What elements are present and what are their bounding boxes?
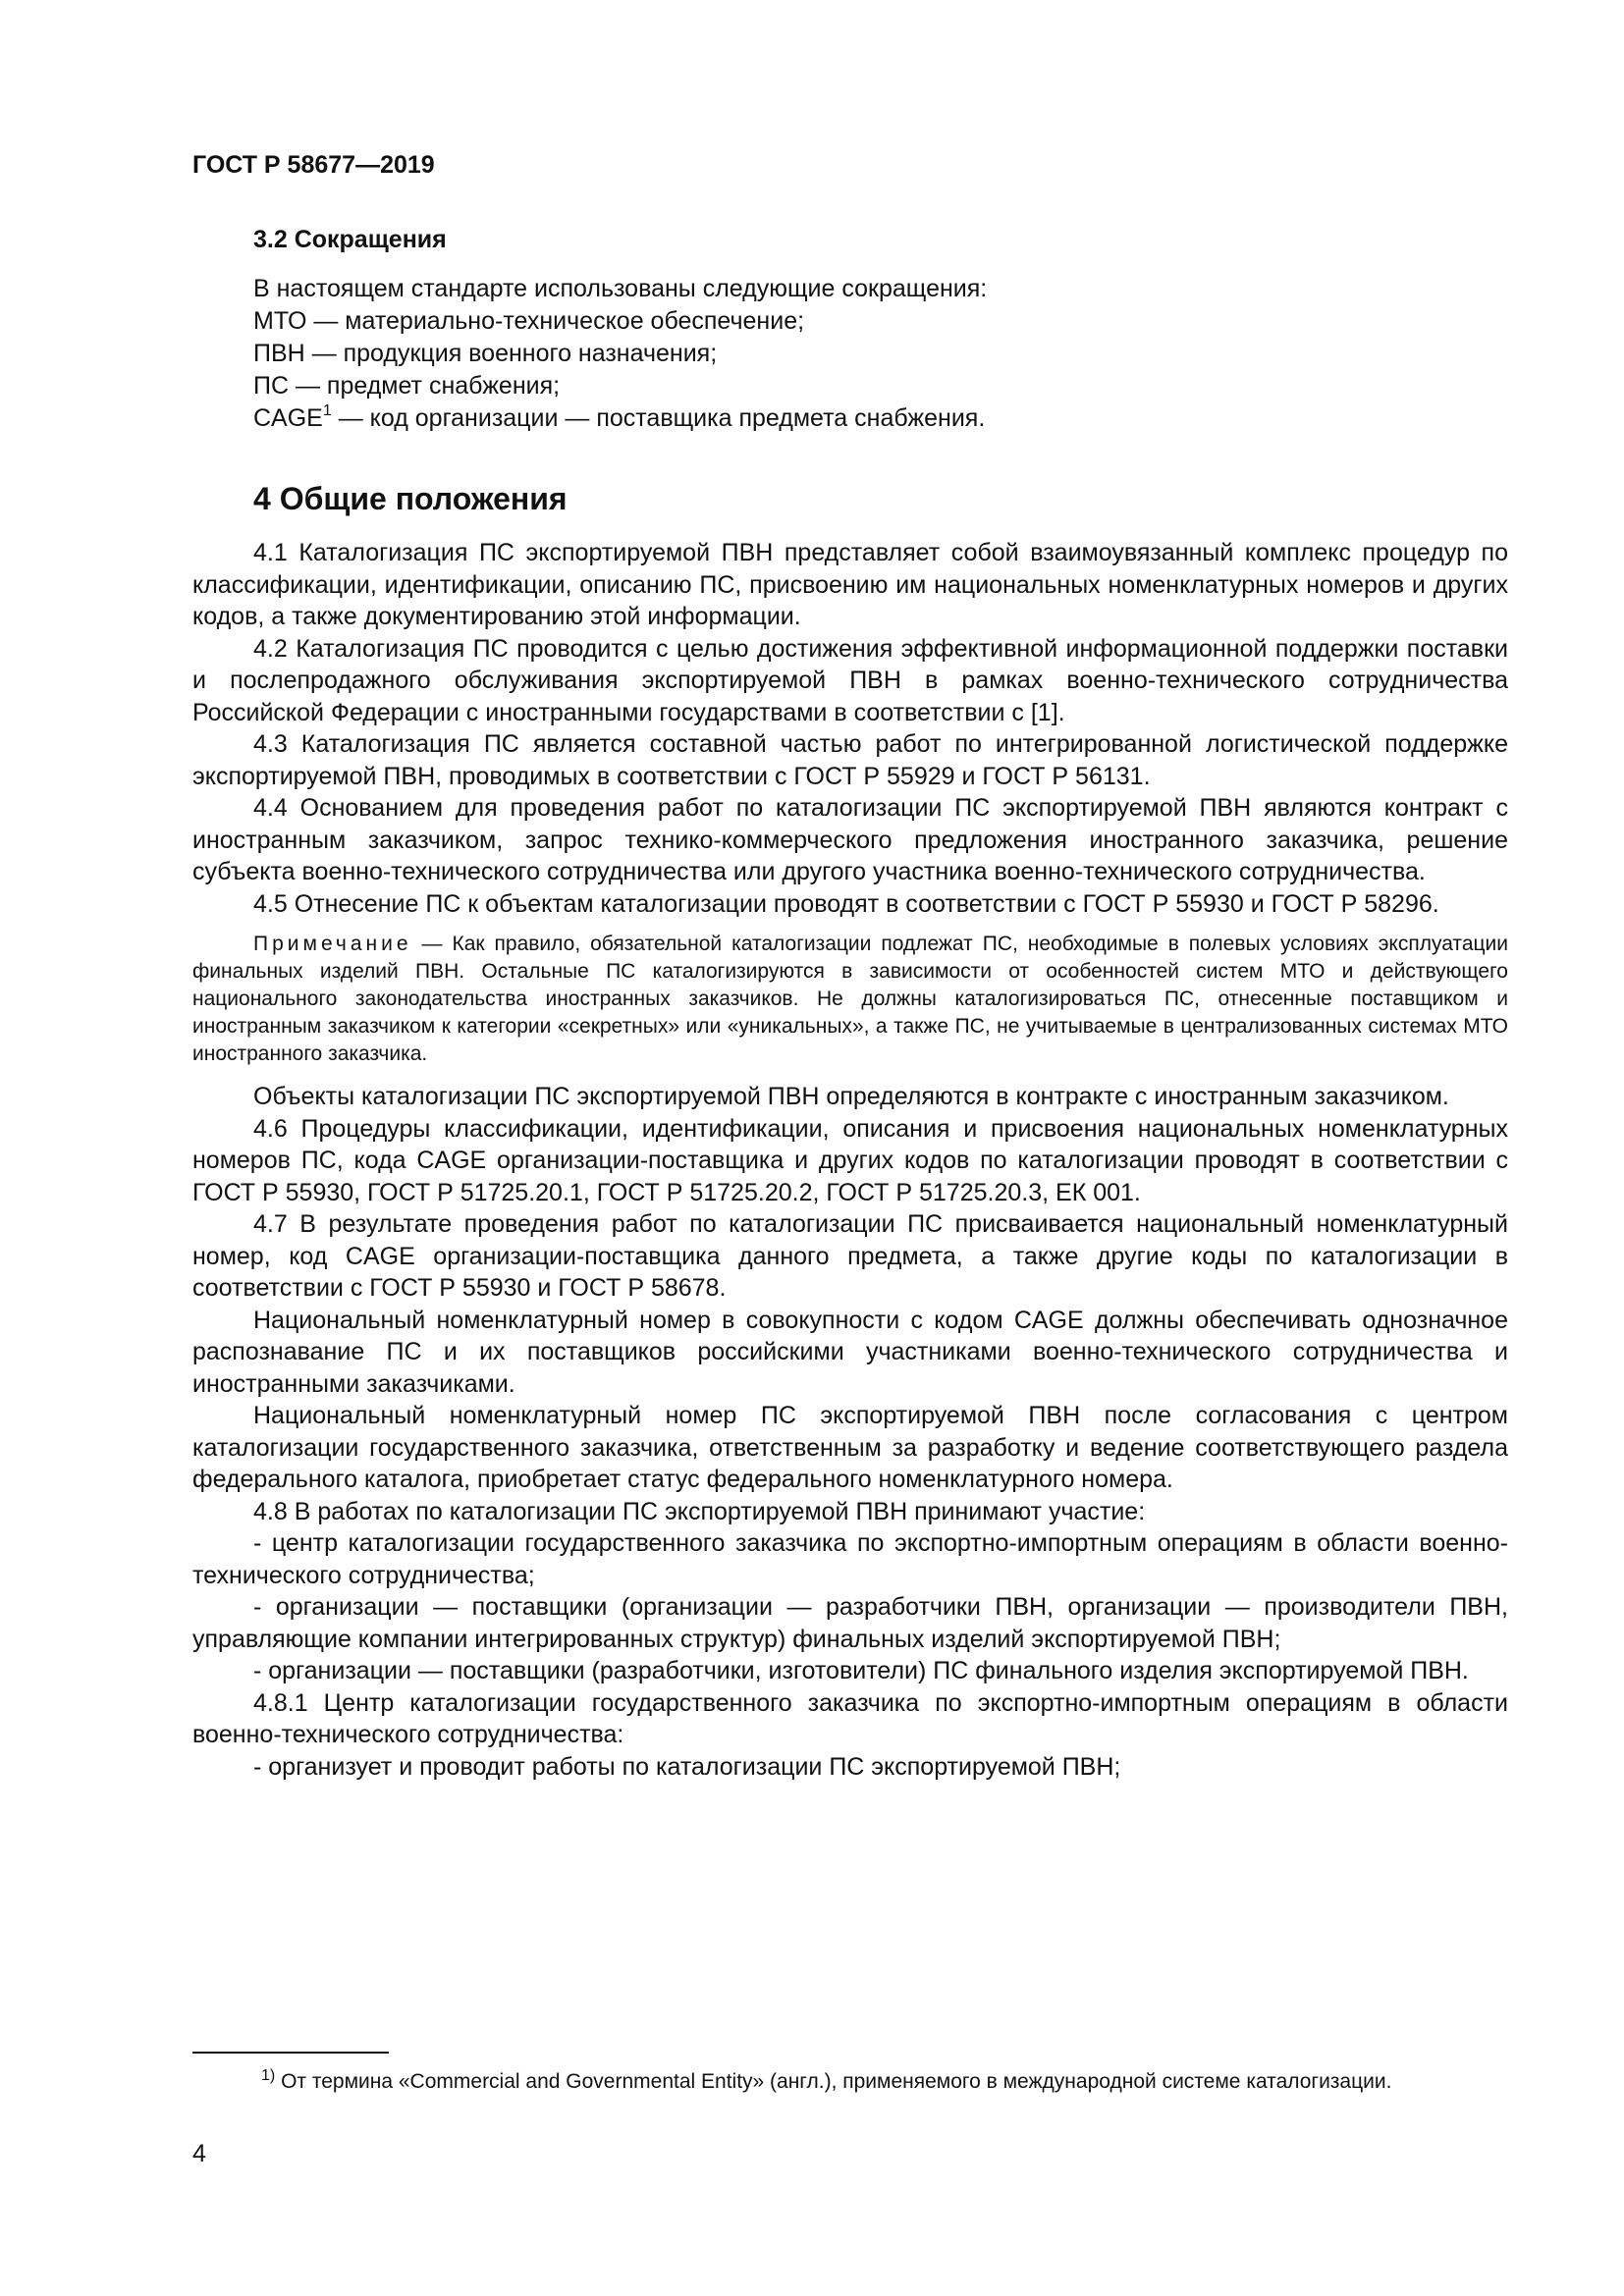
paragraph-4-6: 4.6 Процедуры классификации, идентификации, описания и присвоения национальных номенклатурных номеров ПС, кода CAGE организации-поставщика и других кодов по каталогизации проводят в соответствии с ГОСТ Р 55930, ГОСТ Р 51725.20.1, ГОСТ Р 51725.20.2, ГОСТ Р 51725.20.3, ЕК 001.: [192, 1114, 1508, 1206]
abbreviation-item: ПС — предмет снабжения;: [253, 372, 561, 400]
list-item: - центр каталогизации государственного заказчика по экспортно-импортным операциям в области военно-технического сотрудничества;: [192, 1529, 1508, 1589]
footnote-reference[interactable]: 1: [322, 402, 332, 419]
note: [192, 931, 1508, 1068]
cage-definition: — код организации — поставщика предмета снабжения.: [331, 404, 986, 432]
paragraph-4-8: 4.8 В работах по каталогизации ПС экспортируемой ПВН принимают участие:: [253, 1497, 1146, 1525]
cage-term: CAGE: [253, 404, 323, 432]
note-label: Примечание: [253, 933, 412, 955]
footnote-mark: 1): [261, 2067, 276, 2084]
section-title: 4 Общие положения: [253, 481, 568, 516]
paragraph-4-5: 4.5 Отнесение ПС к объектам каталогизации проводят в соответствии с ГОСТ Р 55930 и ГОСТ Р 58296.: [253, 889, 1439, 918]
abbreviation-item-cage: [253, 402, 987, 438]
paragraph-4-1: 4.1 Каталогизация ПС экспортируемой ПВН представляет собой взаимоувязанный комплекс процедур по классификации, идентификации, описанию ПС, присвоению им национальных номенклатурных номеров и других кодов, а также документированию этой информации.: [192, 539, 1508, 630]
page-number: 4: [192, 2140, 206, 2167]
document-header: ГОСТ Р 58677—2019: [192, 151, 435, 179]
paragraph-objects: Объекты каталогизации ПС экспортируемой ПВН определяются в контракте с иностранным заказчиком.: [253, 1083, 1449, 1110]
abbreviations-intro: В настоящем стандарте использованы следующие сокращения:: [253, 275, 988, 302]
abbreviations-title: 3.2 Сокращения: [253, 226, 447, 253]
note-text: — Как правило, обязательной каталогизации подлежат ПС, необходимые в полевых условиях эксплуатации финальных изделий ПВН. Остальные ПС каталогизируются в зависимости от особенностей систем МТО и действующего национального законодательства иностранных заказчиков. Не должны каталогизироваться ПС, отнесенные поставщиком и иностранным заказчиком к категории «секретных» или «уникальных», а также ПС, не учитываемые в централизованных системах МТО иностранного заказчика.: [192, 933, 1508, 1065]
abbreviation-item: МТО — материально-техническое обеспечение;: [253, 307, 805, 335]
footnote-separator: [192, 2052, 389, 2054]
list-item: - организации — поставщики (организации — разработчики ПВН, организации — производители ПВН, управляющие компании интегрированных структур) финальных изделий экспортируемой ПВН;: [192, 1593, 1508, 1653]
paragraph-4-8-1: 4.8.1 Центр каталогизации государственного заказчика по экспортно-импортным операциям в области военно-технического сотрудничества:: [192, 1688, 1508, 1748]
section-body: [192, 537, 1508, 1783]
list-item: - организует и проводит работы по каталогизации ПС экспортируемой ПВН;: [253, 1752, 1121, 1781]
paragraph-4-3: 4.3 Каталогизация ПС является составной частью работ по интегрированной логистической поддержке экспортируемой ПВН, проводимых в соответствии с ГОСТ Р 55929 и ГОСТ Р 56131.: [192, 730, 1508, 790]
footnote-text: От термина «Commercial and Governmental Entity» (англ.), применяемого в международной системе каталогизации.: [275, 2070, 1392, 2093]
footnote: [192, 2067, 1508, 2099]
abbreviations-list: [253, 273, 987, 438]
paragraph-4-7: 4.7 В результате проведения работ по каталогизации ПС присваивается национальный номенклатурный номер, код CAGE организации-поставщика данного предмета, а также другие коды по каталогизации в соответствии с ГОСТ Р 55930 и ГОСТ Р 58678.: [192, 1210, 1508, 1302]
paragraph-national-number-2: Национальный номенклатурный номер ПС экспортируемой ПВН после согласования с центром каталогизации государственного заказчика, ответственным за разработку и ведение соответствующего раздела федерального каталога, приобретает статус федерального номенклатурного номера.: [192, 1402, 1508, 1493]
paragraph-4-4: 4.4 Основанием для проведения работ по каталогизации ПС экспортируемой ПВН являются контракт с иностранным заказчиком, запрос технико-коммерческого предложения иностранного заказчика, решение субъекта военно-технического сотрудничества или другого участника военно-технического сотрудничества.: [192, 794, 1508, 885]
paragraph-4-2: 4.2 Каталогизация ПС проводится с целью достижения эффективной информационной поддержки поставки и послепродажного обслуживания экспортируемой ПВН в рамках военно-технического сотрудничества Российской Федерации с иностранными государствами в соответствии с [1].: [192, 634, 1508, 726]
paragraph-national-number-1: Национальный номенклатурный номер в совокупности с кодом CAGE должны обеспечивать однозначное распознавание ПС и их поставщиков российскими участниками военно-технического сотрудничества и иностранными заказчиками.: [192, 1306, 1508, 1398]
abbreviation-item: ПВН — продукция военного назначения;: [253, 340, 718, 367]
list-item: - организации — поставщики (разработчики, изготовители) ПС финального изделия экспортируемой ПВН.: [253, 1657, 1469, 1684]
